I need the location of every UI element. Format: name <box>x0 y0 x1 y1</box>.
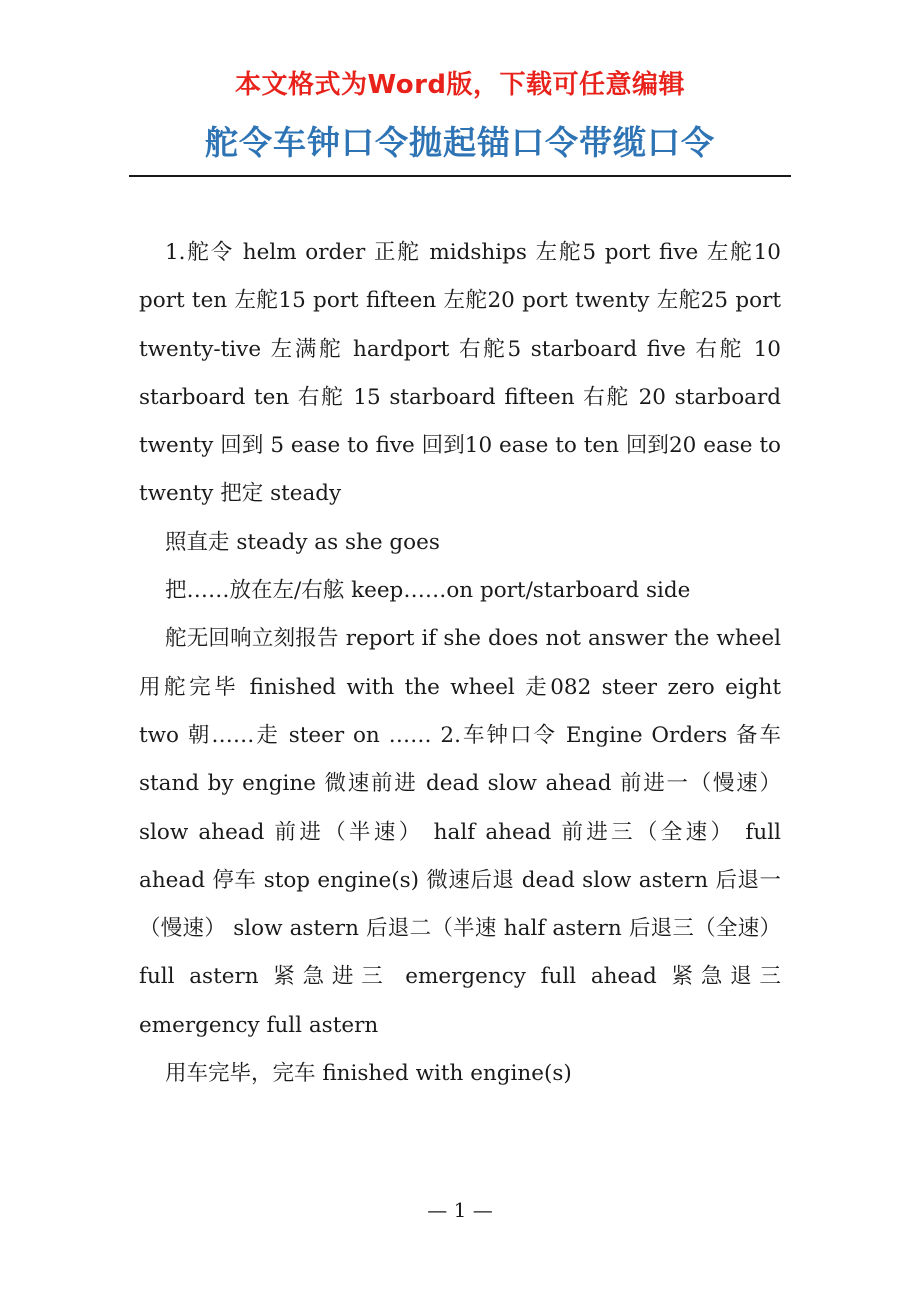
page-number: — 1 — <box>427 1198 493 1222</box>
paragraph-steady-as-she-goes: 照直走 steady as she goes <box>165 529 440 555</box>
download-notice: 本文格式为Word版，下载可任意编辑 <box>234 70 686 100</box>
paragraph-keep-side: 把……放在左/右舷 keep……on port/starboard side <box>165 578 691 604</box>
title-divider <box>129 175 791 177</box>
document-body <box>139 229 781 1098</box>
paragraph-engine-orders: 舵无回响立刻报告 report if she does not answer the wheel 用舵完毕 finished with the wheel 走082 steer zero eight two 朝……走 steer on …… 2.车钟口令 Engine Orders 备车 stand by engine 微速前进 dead slow ahead 前进一（慢速） slow ahead 前进（半速） half ahead 前进三（全速） full ahead 停车 stop engine(s) 微速后退 dead slow astern 后退一（慢速） slow astern 后退二（半速 half astern 后退三（全速）full astern 紧急进三 emergency full ahead 紧急退三 emergency full astern <box>139 626 781 1038</box>
document-title: 舵令车钟口令抛起锚口令带缆口令 <box>205 123 715 162</box>
paragraph-helm-orders: 1.舵令 helm order 正舵 midships 左舵5 port five 左舵10 port ten 左舵15 port fifteen 左舵20 port twenty 左舵25 port twenty-tive 左满舵 hardport 右舵5 starboard five 右舵 10 starboard ten 右舵 15 starboard fifteen 右舵 20 starboard twenty 回到 5 ease to five 回到10 ease to ten 回到20 ease to twenty 把定 steady <box>139 240 781 507</box>
paragraph-finished-with-engines: 用车完毕，完车 finished with engine(s) <box>165 1061 572 1087</box>
